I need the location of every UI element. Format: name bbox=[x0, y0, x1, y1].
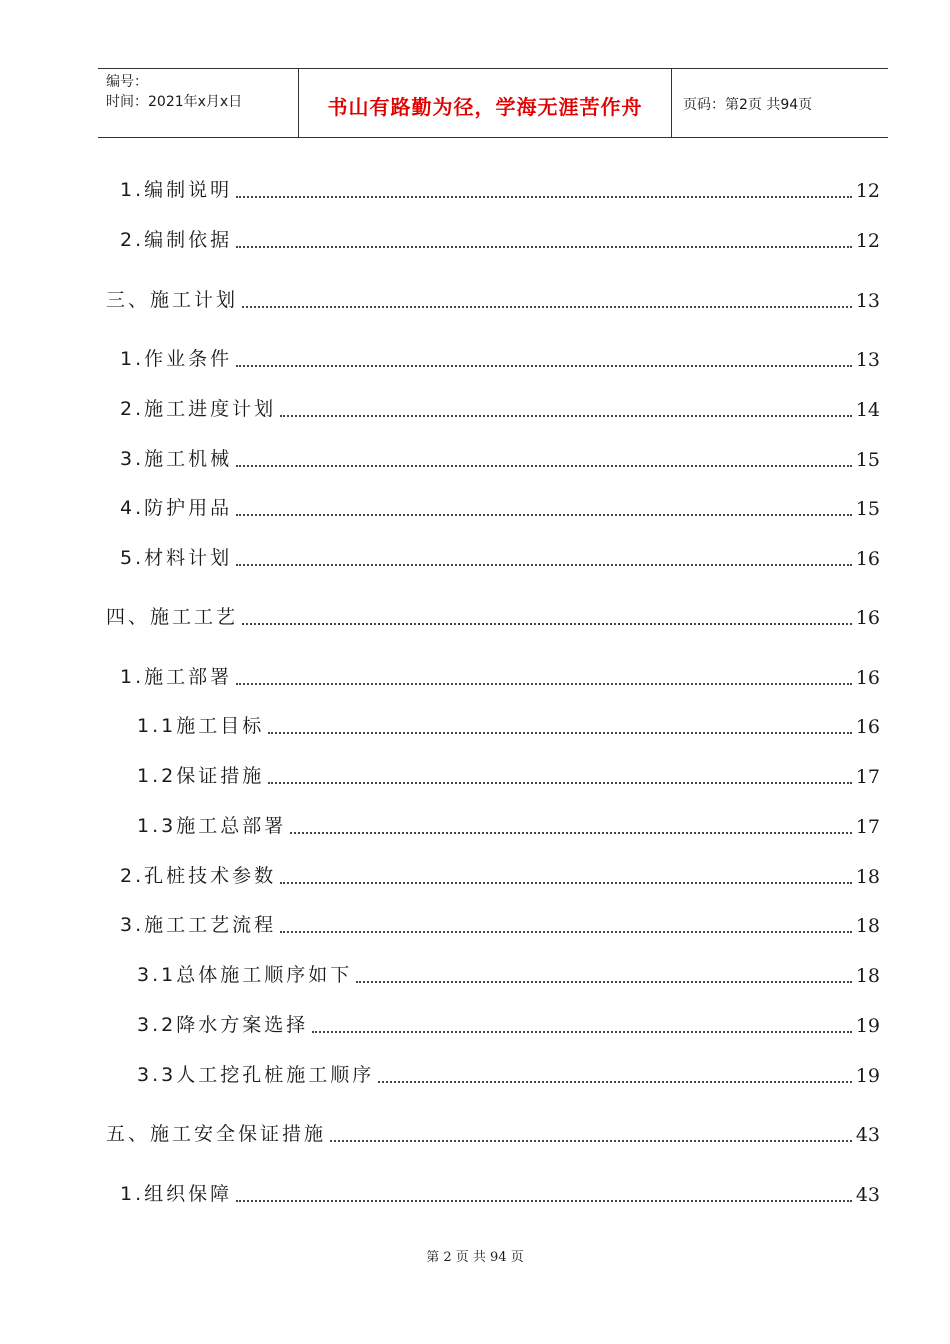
toc-leader-dots bbox=[378, 1080, 852, 1083]
toc-entry[interactable] bbox=[120, 445, 880, 473]
toc-entry-title: 1.2保证措施 bbox=[137, 765, 265, 787]
toc-entry-title: 3.1总体施工顺序如下 bbox=[137, 964, 353, 986]
toc-entry[interactable] bbox=[120, 494, 880, 522]
toc-entry-page: 17 bbox=[855, 816, 880, 838]
toc-entry-page: 15 bbox=[855, 498, 880, 520]
header-left-cell bbox=[98, 69, 298, 137]
toc-entry[interactable] bbox=[137, 762, 880, 790]
toc-entry[interactable] bbox=[120, 911, 880, 939]
header-motto: 书山有路勤为径，学海无涯苦作舟 bbox=[327, 95, 643, 119]
toc-leader-dots bbox=[236, 364, 852, 367]
document-time-label: 时间：2021年x月x日 bbox=[106, 94, 243, 110]
toc-entry-title: 1.作业条件 bbox=[120, 348, 233, 370]
toc-entry-page: 16 bbox=[855, 607, 880, 629]
toc-entry-title: 五、施工安全保证措施 bbox=[106, 1123, 327, 1145]
toc-entry[interactable] bbox=[120, 663, 880, 691]
toc-entry-title: 5.材料计划 bbox=[120, 547, 233, 569]
toc-entry-page: 17 bbox=[855, 766, 880, 788]
toc-leader-dots bbox=[290, 831, 852, 834]
toc-entry-title: 3.2降水方案选择 bbox=[137, 1014, 309, 1036]
toc-leader-dots bbox=[236, 195, 852, 198]
toc-entry-page: 15 bbox=[855, 449, 880, 471]
toc-leader-dots bbox=[280, 414, 852, 417]
toc-entry-title: 3.3人工挖孔桩施工顺序 bbox=[137, 1064, 375, 1086]
toc-entry-title: 2.施工进度计划 bbox=[120, 398, 277, 420]
toc-entry-title: 1.施工部署 bbox=[120, 666, 233, 688]
toc-entry-title: 4.防护用品 bbox=[120, 497, 233, 519]
toc-leader-dots bbox=[242, 622, 852, 625]
toc-entry[interactable] bbox=[106, 603, 880, 631]
toc-entry-page: 19 bbox=[855, 1015, 880, 1037]
toc-leader-dots bbox=[236, 464, 852, 467]
toc-entry[interactable] bbox=[120, 176, 880, 204]
toc-entry[interactable] bbox=[120, 345, 880, 373]
toc-entry-page: 16 bbox=[855, 548, 880, 570]
toc-leader-dots bbox=[268, 731, 852, 734]
toc-entry[interactable] bbox=[120, 1180, 880, 1208]
toc-entry[interactable] bbox=[120, 395, 880, 423]
toc-entry-page: 16 bbox=[855, 667, 880, 689]
toc-entry-page: 18 bbox=[855, 965, 880, 987]
toc-leader-dots bbox=[268, 781, 852, 784]
page-header bbox=[98, 68, 888, 138]
page-footer: 第 2 页 共 94 页 bbox=[426, 1250, 524, 1265]
header-motto-cell bbox=[298, 69, 672, 137]
toc-entry-title: 2.编制依据 bbox=[120, 229, 233, 251]
header-page-cell bbox=[671, 69, 888, 137]
toc-entry-page: 12 bbox=[855, 230, 880, 252]
toc-entry[interactable] bbox=[106, 286, 880, 314]
toc-entry-page: 19 bbox=[855, 1065, 880, 1087]
toc-entry[interactable] bbox=[137, 961, 880, 989]
toc-entry[interactable] bbox=[137, 1061, 880, 1089]
toc-leader-dots bbox=[236, 1199, 852, 1202]
toc-entry-title: 1.组织保障 bbox=[120, 1183, 233, 1205]
toc-entry[interactable] bbox=[137, 1011, 880, 1039]
toc-leader-dots bbox=[280, 881, 852, 884]
toc-entry-page: 43 bbox=[855, 1124, 880, 1146]
toc-entry[interactable] bbox=[137, 812, 880, 840]
toc-entry-page: 43 bbox=[855, 1184, 880, 1206]
toc-entry-title: 1.1施工目标 bbox=[137, 715, 265, 737]
toc-leader-dots bbox=[280, 930, 852, 933]
toc-entry-title: 3.施工机械 bbox=[120, 448, 233, 470]
toc-entry-page: 18 bbox=[855, 866, 880, 888]
document-number-label: 编号： bbox=[106, 74, 148, 90]
toc-entry-page: 12 bbox=[855, 180, 880, 202]
toc-entry[interactable] bbox=[120, 862, 880, 890]
toc-entry[interactable] bbox=[137, 712, 880, 740]
toc-entry-page: 14 bbox=[855, 399, 880, 421]
toc-leader-dots bbox=[356, 980, 852, 983]
toc-leader-dots bbox=[330, 1139, 852, 1142]
toc-entry-page: 13 bbox=[855, 349, 880, 371]
toc-entry[interactable] bbox=[120, 226, 880, 254]
toc-entry-page: 18 bbox=[855, 915, 880, 937]
toc-entry[interactable] bbox=[106, 1120, 880, 1148]
toc-entry-title: 四、施工工艺 bbox=[106, 606, 239, 628]
toc-entry-title: 2.孔桩技术参数 bbox=[120, 865, 277, 887]
header-page-info: 页码：第2页 共94页 bbox=[683, 97, 813, 113]
toc-entry-title: 3.施工工艺流程 bbox=[120, 914, 277, 936]
toc-entry-page: 13 bbox=[855, 290, 880, 312]
toc-leader-dots bbox=[236, 563, 852, 566]
toc-entry[interactable] bbox=[120, 544, 880, 572]
toc-entry-title: 1.3施工总部署 bbox=[137, 815, 287, 837]
toc-leader-dots bbox=[236, 682, 852, 685]
toc-leader-dots bbox=[242, 305, 852, 308]
toc-entry-title: 三、施工计划 bbox=[106, 289, 239, 311]
toc-leader-dots bbox=[236, 513, 852, 516]
toc-entry-title: 1.编制说明 bbox=[120, 179, 233, 201]
toc-leader-dots bbox=[312, 1030, 852, 1033]
toc-entry-page: 16 bbox=[855, 716, 880, 738]
toc-leader-dots bbox=[236, 245, 852, 248]
